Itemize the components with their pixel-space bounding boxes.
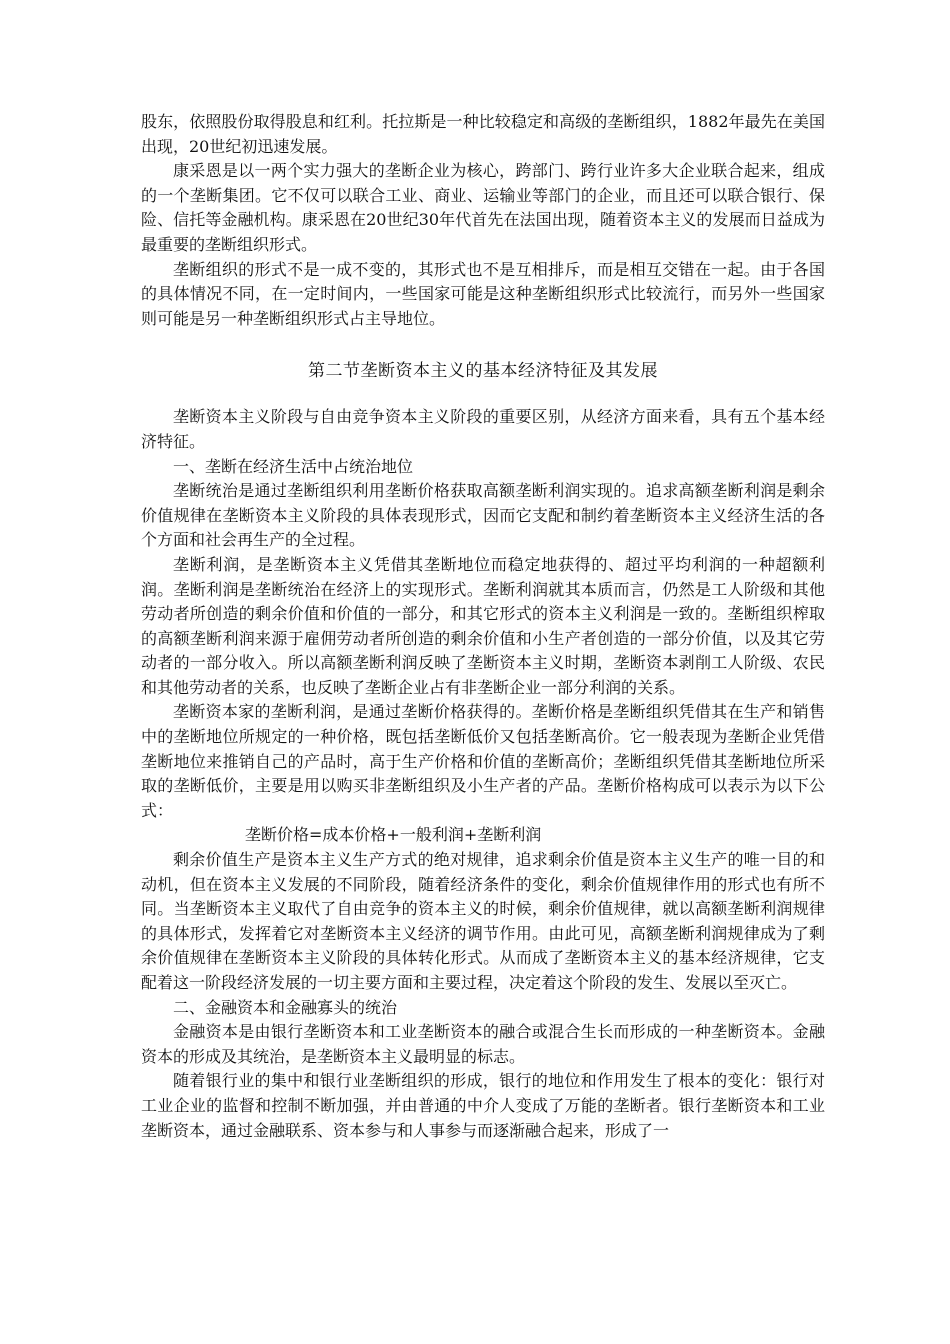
paragraph-konzern: 康采恩是以一两个实力强大的垄断企业为核心，跨部门、跨行业许多大企业联合起来，组成的一个垄断集团。它不仅可以联合工业、商业、运输业等部门的企业，而且还可以联合银行、保险、信托等金融机构。康采恩在20世纪30年代首先在法国出现，随着资本主义的发展而日益成为最重要的垄断组织形式。 — [141, 161, 825, 254]
paragraph-monopoly-profit: 垄断利润，是垄断资本主义凭借其垄断地位而稳定地获得的、超过平均利润的一种超额利润。垄断利润是垄断统治在经济上的实现形式。垄断利润就其本质而言，仍然是工人阶级和其他劳动者所创造的剩余价值和价值的一部分，和其它形式的资本主义利润是一致的。垄断组织榨取的高额垄断利润来源于雇佣劳动者所创造的剩余价值和小生产者创造的一部分价值，以及其它劳动者的一部分收入。所以高额垄断利润反映了垄断资本主义时期，垄断资本剥削工人阶级、农民和其他劳动者的关系，也反映了垄断企业占有非垄断企业一部分利润的关系。 — [141, 554, 825, 697]
paragraph-surplus-value: 剩余价值生产是资本主义生产方式的绝对规律，追求剩余价值是资本主义生产的唯一目的和动机，但在资本主义发展的不同阶段，随着经济条件的变化，剩余价值规律作用的形式也有所不同。当垄断资本主义取代了自由竞争的资本主义的时候，剩余价值规律，就以高额垄断利润规律的具体形式，发挥着它对垄断资本主义经济的调节作用。由此可见，高额垄断利润规律成为了剩余价值规律在垄断资本主义阶段的具体转化形式。从而成了垄断资本主义的基本经济规律，它支配着这一阶段经济发展的一切主要方面和主要过程，决定着这个阶段的发生、发展以至灭亡。 — [141, 850, 825, 992]
subheading-monopoly-dominance: 一、垄断在经济生活中占统治地位 — [173, 456, 414, 476]
section-heading: 第二节垄断资本主义的基本经济特征及其发展 — [308, 361, 658, 382]
paragraph-trust-continued: 股东，依照股份取得股息和红利。托拉斯是一种比较稳定和高级的垄断组织，1882年最先在美国出现，20世纪初迅速发展。 — [141, 112, 825, 156]
price-formula: 垄断价格=成本价格+一般利润+垄断利润 — [245, 825, 542, 845]
paragraph-banking: 随着银行业的集中和银行业垄断组织的形成，银行的地位和作用发生了根本的变化：银行对工业企业的监督和控制不断加强，并由普通的中介人变成了万能的垄断者。银行垄断资本和工业垄断资本，通过金融联系、资本参与和人事参与而逐渐融合起来，形成了一 — [141, 1071, 825, 1140]
document-body — [141, 110, 825, 1143]
paragraph-monopoly-forms: 垄断组织的形式不是一成不变的，其形式也不是互相排斥，而是相互交错在一起。由于各国的具体情况不同，在一定时间内，一些国家可能是这种垄断组织形式比较流行，而另外一些国家则可能是另一种垄断组织形式占主导地位。 — [141, 259, 825, 328]
paragraph-intro: 垄断资本主义阶段与自由竞争资本主义阶段的重要区别，从经济方面来看，具有五个基本经济特征。 — [141, 407, 825, 451]
paragraph-finance-capital: 金融资本是由银行垄断资本和工业垄断资本的融合或混合生长而形成的一种垄断资本。金融资本的形成及其统治，是垄断资本主义最明显的标志。 — [141, 1022, 825, 1066]
paragraph-monopoly-price: 垄断资本家的垄断利润，是通过垄断价格获得的。垄断价格是垄断组织凭借其在生产和销售中的垄断地位所规定的一种价格，既包括垄断低价又包括垄断高价。它一般表现为垄断企业凭借垄断地位来推销自己的产品时，高于生产价格和价值的垄断高价；垄断组织凭借其垄断地位所采取的垄断低价，主要是用以购买非垄断组织及小生产者的产品。垄断价格构成可以表示为以下公式： — [141, 702, 825, 820]
paragraph-monopoly-rule: 垄断统治是通过垄断组织利用垄断价格获取高额垄断利润实现的。追求高额垄断利润是剩余价值规律在垄断资本主义阶段的具体表现形式，因而它支配和制约着垄断资本主义经济生活的各个方面和社会再生产的全过程。 — [141, 481, 825, 550]
subheading-finance-capital: 二、金融资本和金融寡头的统治 — [173, 997, 398, 1017]
